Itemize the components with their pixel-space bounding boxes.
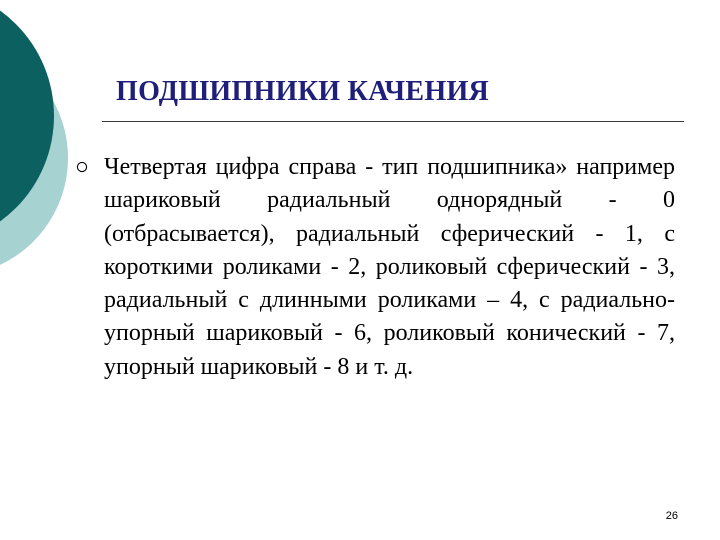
page-number: 26 — [665, 510, 678, 522]
title-divider — [102, 121, 684, 122]
bullet-text: Четвертая цифра справа - тип подшипника» например шариковый радиальный однорядный - 0 (отбрасывается), радиальный сферический - 1, с короткими роликами - 2, роликовый сферический - 3, радиальный с длинными роликами – 4, с радиально-упорный шариковый - 6, роликовый конический - 7, упорный шариковый - 8 и т. д. — [104, 154, 675, 380]
decorative-circles — [0, 0, 120, 300]
hollow-circle-bullet-icon — [76, 161, 88, 173]
slide-title: ПОДШИПНИКИ КАЧЕНИЯ — [116, 76, 490, 107]
